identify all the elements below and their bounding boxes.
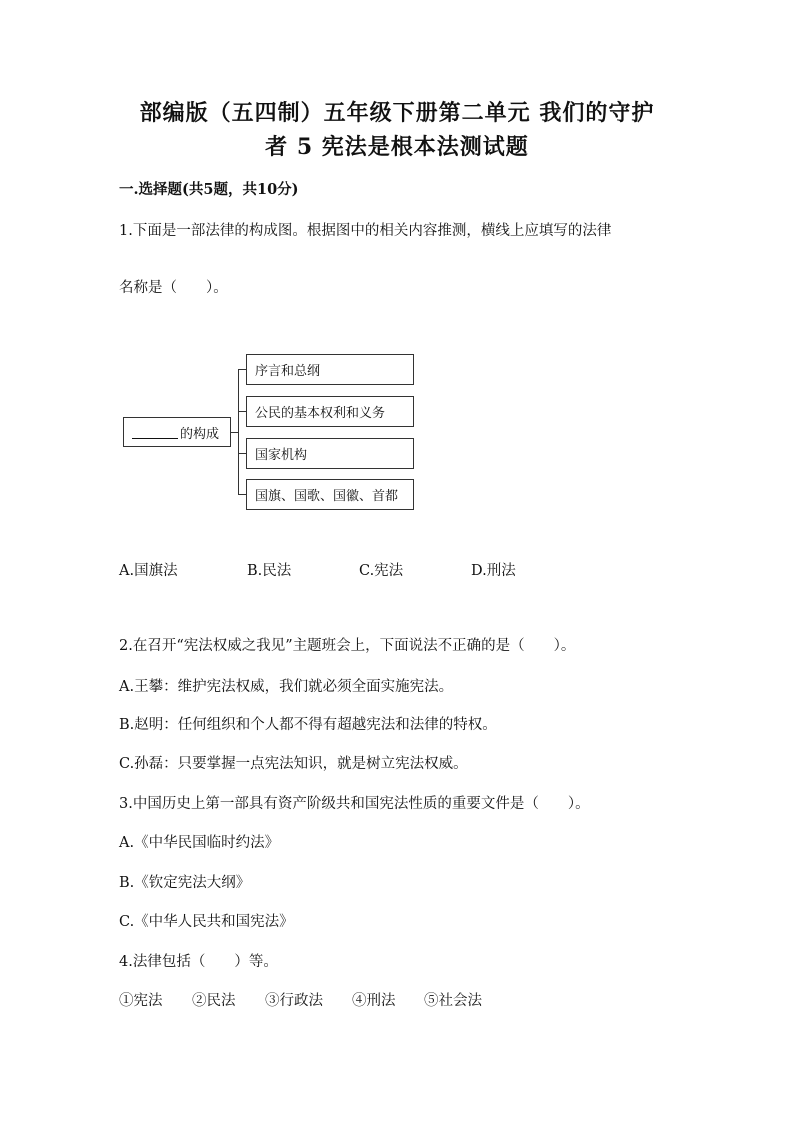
diagram-root-label: 的构成: [180, 426, 220, 442]
diagram-branch: [238, 453, 246, 454]
q4-text: 4.法律包括（ ）等。: [119, 954, 278, 970]
q4-choice-3: ③行政法: [265, 993, 323, 1009]
q2-option-c: C.孙磊：只要掌握一点宪法知识，就是树立宪法权威。: [119, 756, 468, 772]
page-title-line-1: 部编版（五四制）五年级下册第二单元 我们的守护: [139, 100, 655, 126]
q1-text-line-2: 名称是（ ）。: [119, 280, 228, 296]
diagram-branch: [238, 411, 246, 412]
q2-option-a: A.王攀：维护宪法权威，我们就必须全面实施宪法。: [119, 679, 454, 695]
diagram-branch: [238, 369, 246, 370]
q1-option-d: D.刑法: [471, 563, 516, 579]
q4-choice-2: ②民法: [192, 993, 236, 1009]
diagram-item-box: 国旗、国歌、国徽、首都: [246, 479, 414, 510]
q1-option-a: A.国旗法: [119, 563, 178, 579]
q3-option-c: C.《中华人民共和国宪法》: [119, 914, 294, 930]
q2-text: 2.在召开“宪法权威之我见”主题班会上，下面说法不正确的是（ ）。: [119, 638, 576, 654]
diagram-item-box: 国家机构: [246, 438, 414, 469]
answer-blank: [132, 426, 178, 439]
section-heading: 一.选择题(共5题，共10分): [119, 181, 299, 198]
q4-choice-4: ④刑法: [352, 993, 396, 1009]
diagram-trunk: [238, 369, 239, 495]
diagram-branch: [238, 494, 246, 495]
q1-text-line-1: 1.下面是一部法律的构成图。根据图中的相关内容推测，横线上应填写的法律: [119, 223, 612, 239]
page-title-line-2: 者 5 宪法是根本法测试题: [265, 134, 529, 160]
q3-option-b: B.《钦定宪法大纲》: [119, 875, 251, 891]
q4-choice-1: ①宪法: [119, 993, 163, 1009]
diagram-root-box: [123, 417, 231, 447]
q1-option-b: B.民法: [247, 563, 292, 579]
q4-choice-5: ⑤社会法: [424, 993, 482, 1009]
q3-text: 3.中国历史上第一部具有资产阶级共和国宪法性质的重要文件是（ ）。: [119, 796, 590, 812]
diagram-item-box: 公民的基本权利和义务: [246, 396, 414, 427]
q3-option-a: A.《中华民国临时约法》: [119, 835, 280, 851]
q1-option-c: C.宪法: [359, 563, 404, 579]
q2-option-b: B.赵明：任何组织和个人都不得有超越宪法和法律的特权。: [119, 717, 497, 733]
diagram-item-box: 序言和总纲: [246, 354, 414, 385]
